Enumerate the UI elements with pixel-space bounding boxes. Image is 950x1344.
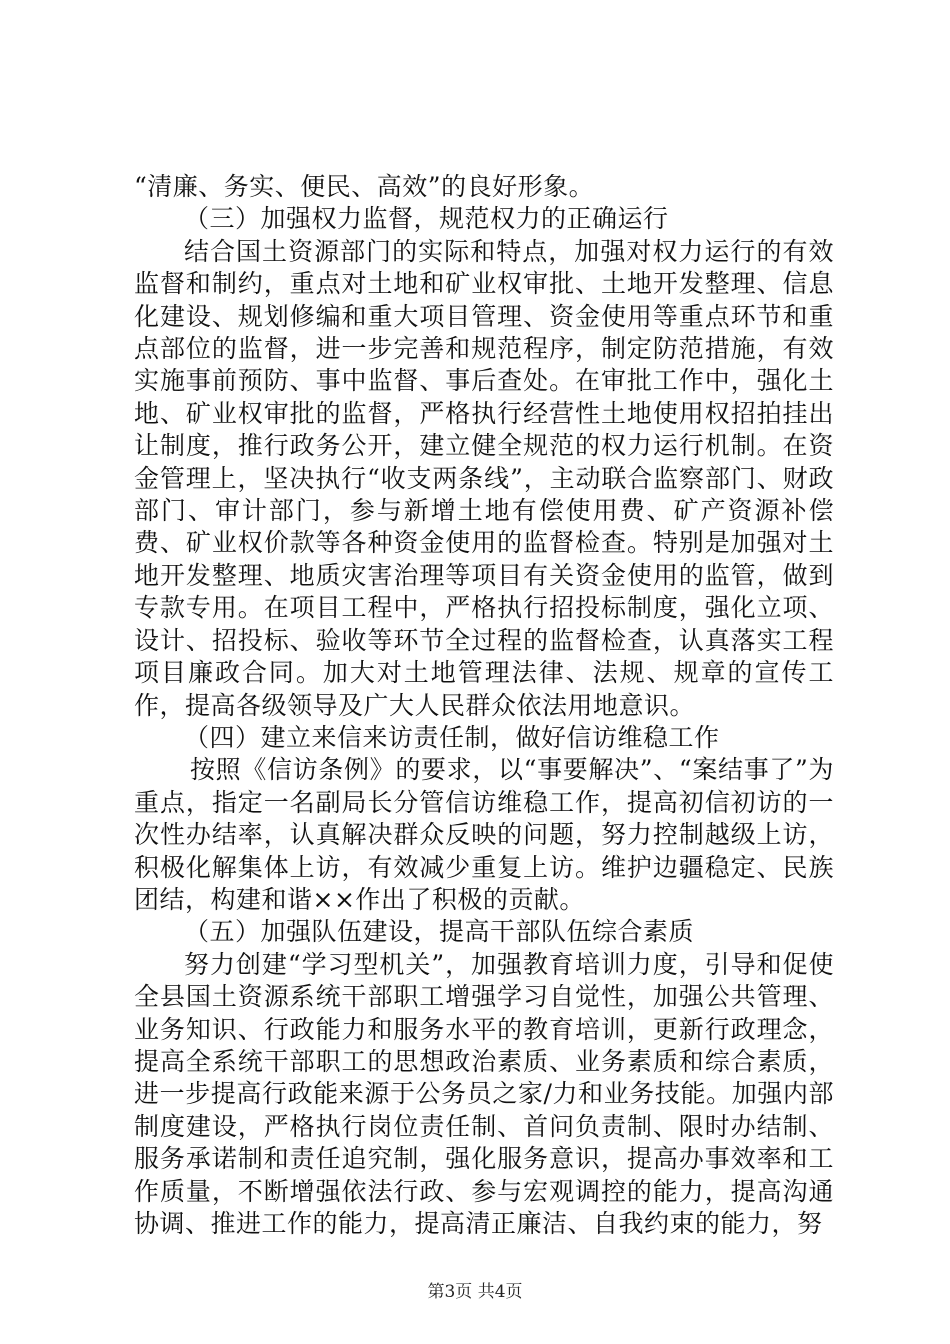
paragraph-section-3: 结合国土资源部门的实际和特点，加强对权力运行的有效监督和制约，重点对土地和矿业权审批、土地开发整理、信息化建设、规划修编和重大项目管理、资金使用等重点环节和重点部位的监督，进一步完善和规范程序，制定防范措施，有效实施事前预防、事中监督、事后查处。在审批工作中，强化土地、矿业权审批的监督，严格执行经营性土地使用权招拍挂出让制度，推行政务公开，建立健全规范的权力运行机制。在资金管理上，坚决执行“收支两条线”，主动联合监察部门、财政部门、审计部门，参与新增土地有偿使用费、矿产资源补偿费、矿业权价款等各种资金使用的监督检查。特别是加强对土地开发整理、地质灾害治理等项目有关资金使用的监管，做到专款专用。在项目工程中，严格执行招投标制度，强化立项、设计、招投标、验收等环节全过程的监督检查，认真落实工程项目廉政合同。加大对土地管理法律、法规、规章的宣传工作，提高各级领导及广大人民群众依法用地意识。	[134, 236, 834, 720]
section-heading-4: （四）建立来信来访责任制，做好信访维稳工作	[184, 722, 720, 752]
page-number-footer: 第3页 共4页	[427, 1282, 523, 1302]
paragraph-section-4: 按照《信访条例》的要求，以“事要解决”、“案结事了”为重点，指定一名副局长分管信访维稳工作，提高初信初访的一次性办结率，认真解决群众反映的问题，努力控制越级上访，积极化解集体上访，有效减少重复上访。维护边疆稳定、民族团结，构建和谐××作出了积极的贡献。	[134, 755, 834, 914]
section-heading-5: （五）加强队伍建设，提高干部队伍综合素质	[184, 917, 695, 947]
section-heading-3: （三）加强权力监督，规范权力的正确运行	[184, 204, 669, 234]
paragraph-section-5: 努力创建“学习型机关”，加强教育培训力度，引导和促使全县国土资源系统干部职工增强学习自觉性，加强公共管理、业务知识、行政能力和服务水平的教育培训，更新行政理念，提高全系统干部职工的思想政治素质、业务素质和综合素质，进一步提高行政能来源于公务员之家/力和业务技能。加强内部制度建设，严格执行岗位责任制、首问负责制、限时办结制、服务承诺制和责任追究制，强化服务意识，提高办事效率和工作质量，不断增强依法行政、参与宏观调控的能力，提高沟通协调、推进工作的能力，提高清正廉洁、自我约束的能力，努	[134, 949, 834, 1238]
paragraph-continuation: “清廉、务实、便民、高效”的良好形象。	[134, 172, 595, 201]
document-body	[134, 171, 834, 1240]
